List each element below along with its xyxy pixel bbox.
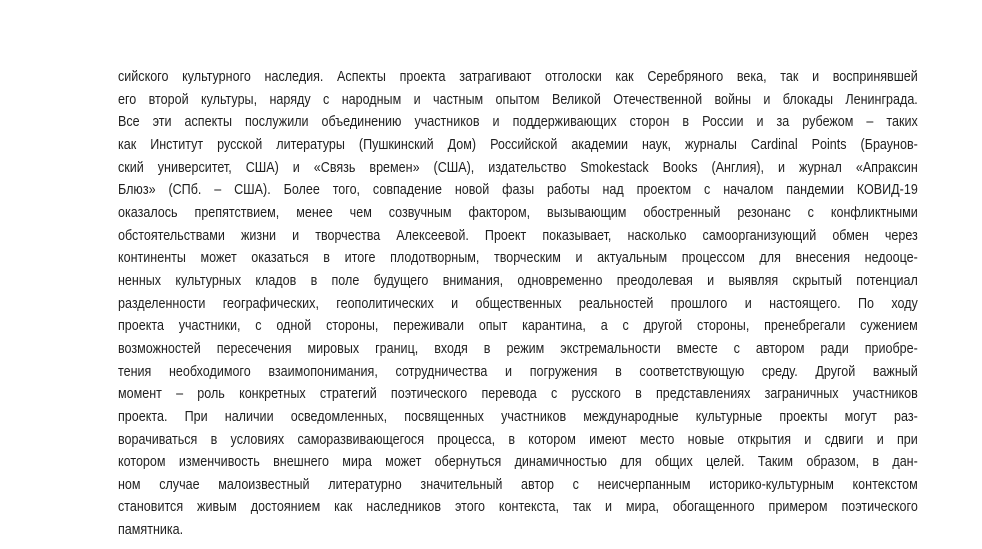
text-line: разделенности географических, геополитических и общественных реальностей прошлого и настоящего. По ходу — [118, 295, 918, 312]
text-line: сийского культурного наследия. Аспекты проекта затрагивают отголоски как Серебряного века, так и воспринявшей — [118, 69, 918, 85]
text-line: котором изменчивость внешнего мира может обернуться динамичностью для общих целей. Таким образом, в дан- — [118, 454, 918, 471]
text-line: проекта участники, с одной стороны, переживали опыт карантина, а с другой стороны, пренебрегали сужением — [118, 318, 918, 335]
body-text — [118, 66, 918, 542]
text-line: возможностей пересечения мировых границ, входя в режим экстремальности вместе с автором ради приобре- — [118, 340, 918, 357]
text-line: памятника. — [118, 522, 184, 539]
text-line: обстоятельствами жизни и творчества Алексеевой. Проект показывает, насколько самоорганизующий обмен через — [118, 227, 918, 244]
text-line: как Институт русской литературы (Пушкинский Дом) Российской академии наук, журналы Cardinal Points (Браунов- — [118, 136, 918, 153]
text-line: проекта. При наличии осведомленных, посвященных участников международные культурные проекты могут раз- — [118, 408, 918, 425]
text-line: становится живым достоянием как наследников этого контекста, так и мира, обогащенного примером поэтического — [118, 499, 918, 516]
text-line: Все эти аспекты послужили объединению участников и поддерживающих сторон в России и за рубежом – таких — [118, 114, 918, 131]
text-line: ненных культурных кладов в поле будущего внимания, одновременно преодолевая и выявляя скрытый потенциал — [118, 272, 918, 289]
text-line: тения необходимого взаимопонимания, сотрудничества и погружения в соответствующую среду. Другой важный — [118, 363, 918, 380]
text-line: Блюз» (СПб. – США). Более того, совпадение новой фазы работы над проектом с началом пандемии КОВИД-19 — [118, 182, 918, 199]
text-line: его второй культуры, наряду с народным и частным опытом Великой Отечественной войны и блокады Ленинграда. — [118, 91, 918, 108]
text-line: оказалось препятствием, менее чем созвучным фактором, вызывающим обостренный резонанс с конфликтными — [118, 204, 918, 221]
text-line: ном случае малоизвестный литературно значительный автор с неисчерпанным историко-культурным контекстом — [118, 476, 918, 493]
text-line: момент – роль конкретных стратегий поэтического перевода с русского в представлениях заграничных участников — [118, 386, 918, 403]
text-line: ворачиваться в условиях саморазвивающегося процесса, в котором имеют место новые открытия и сдвиги и при — [118, 431, 918, 448]
text-line: ский университет, США) и «Связь времен» (США), издательство Smokestack Books (Англия), и журнал «Апраксин — [118, 159, 918, 176]
text-line: континенты может оказаться в итоге плодотворным, творческим и актуальным процессом для внесения недооце- — [118, 250, 918, 267]
